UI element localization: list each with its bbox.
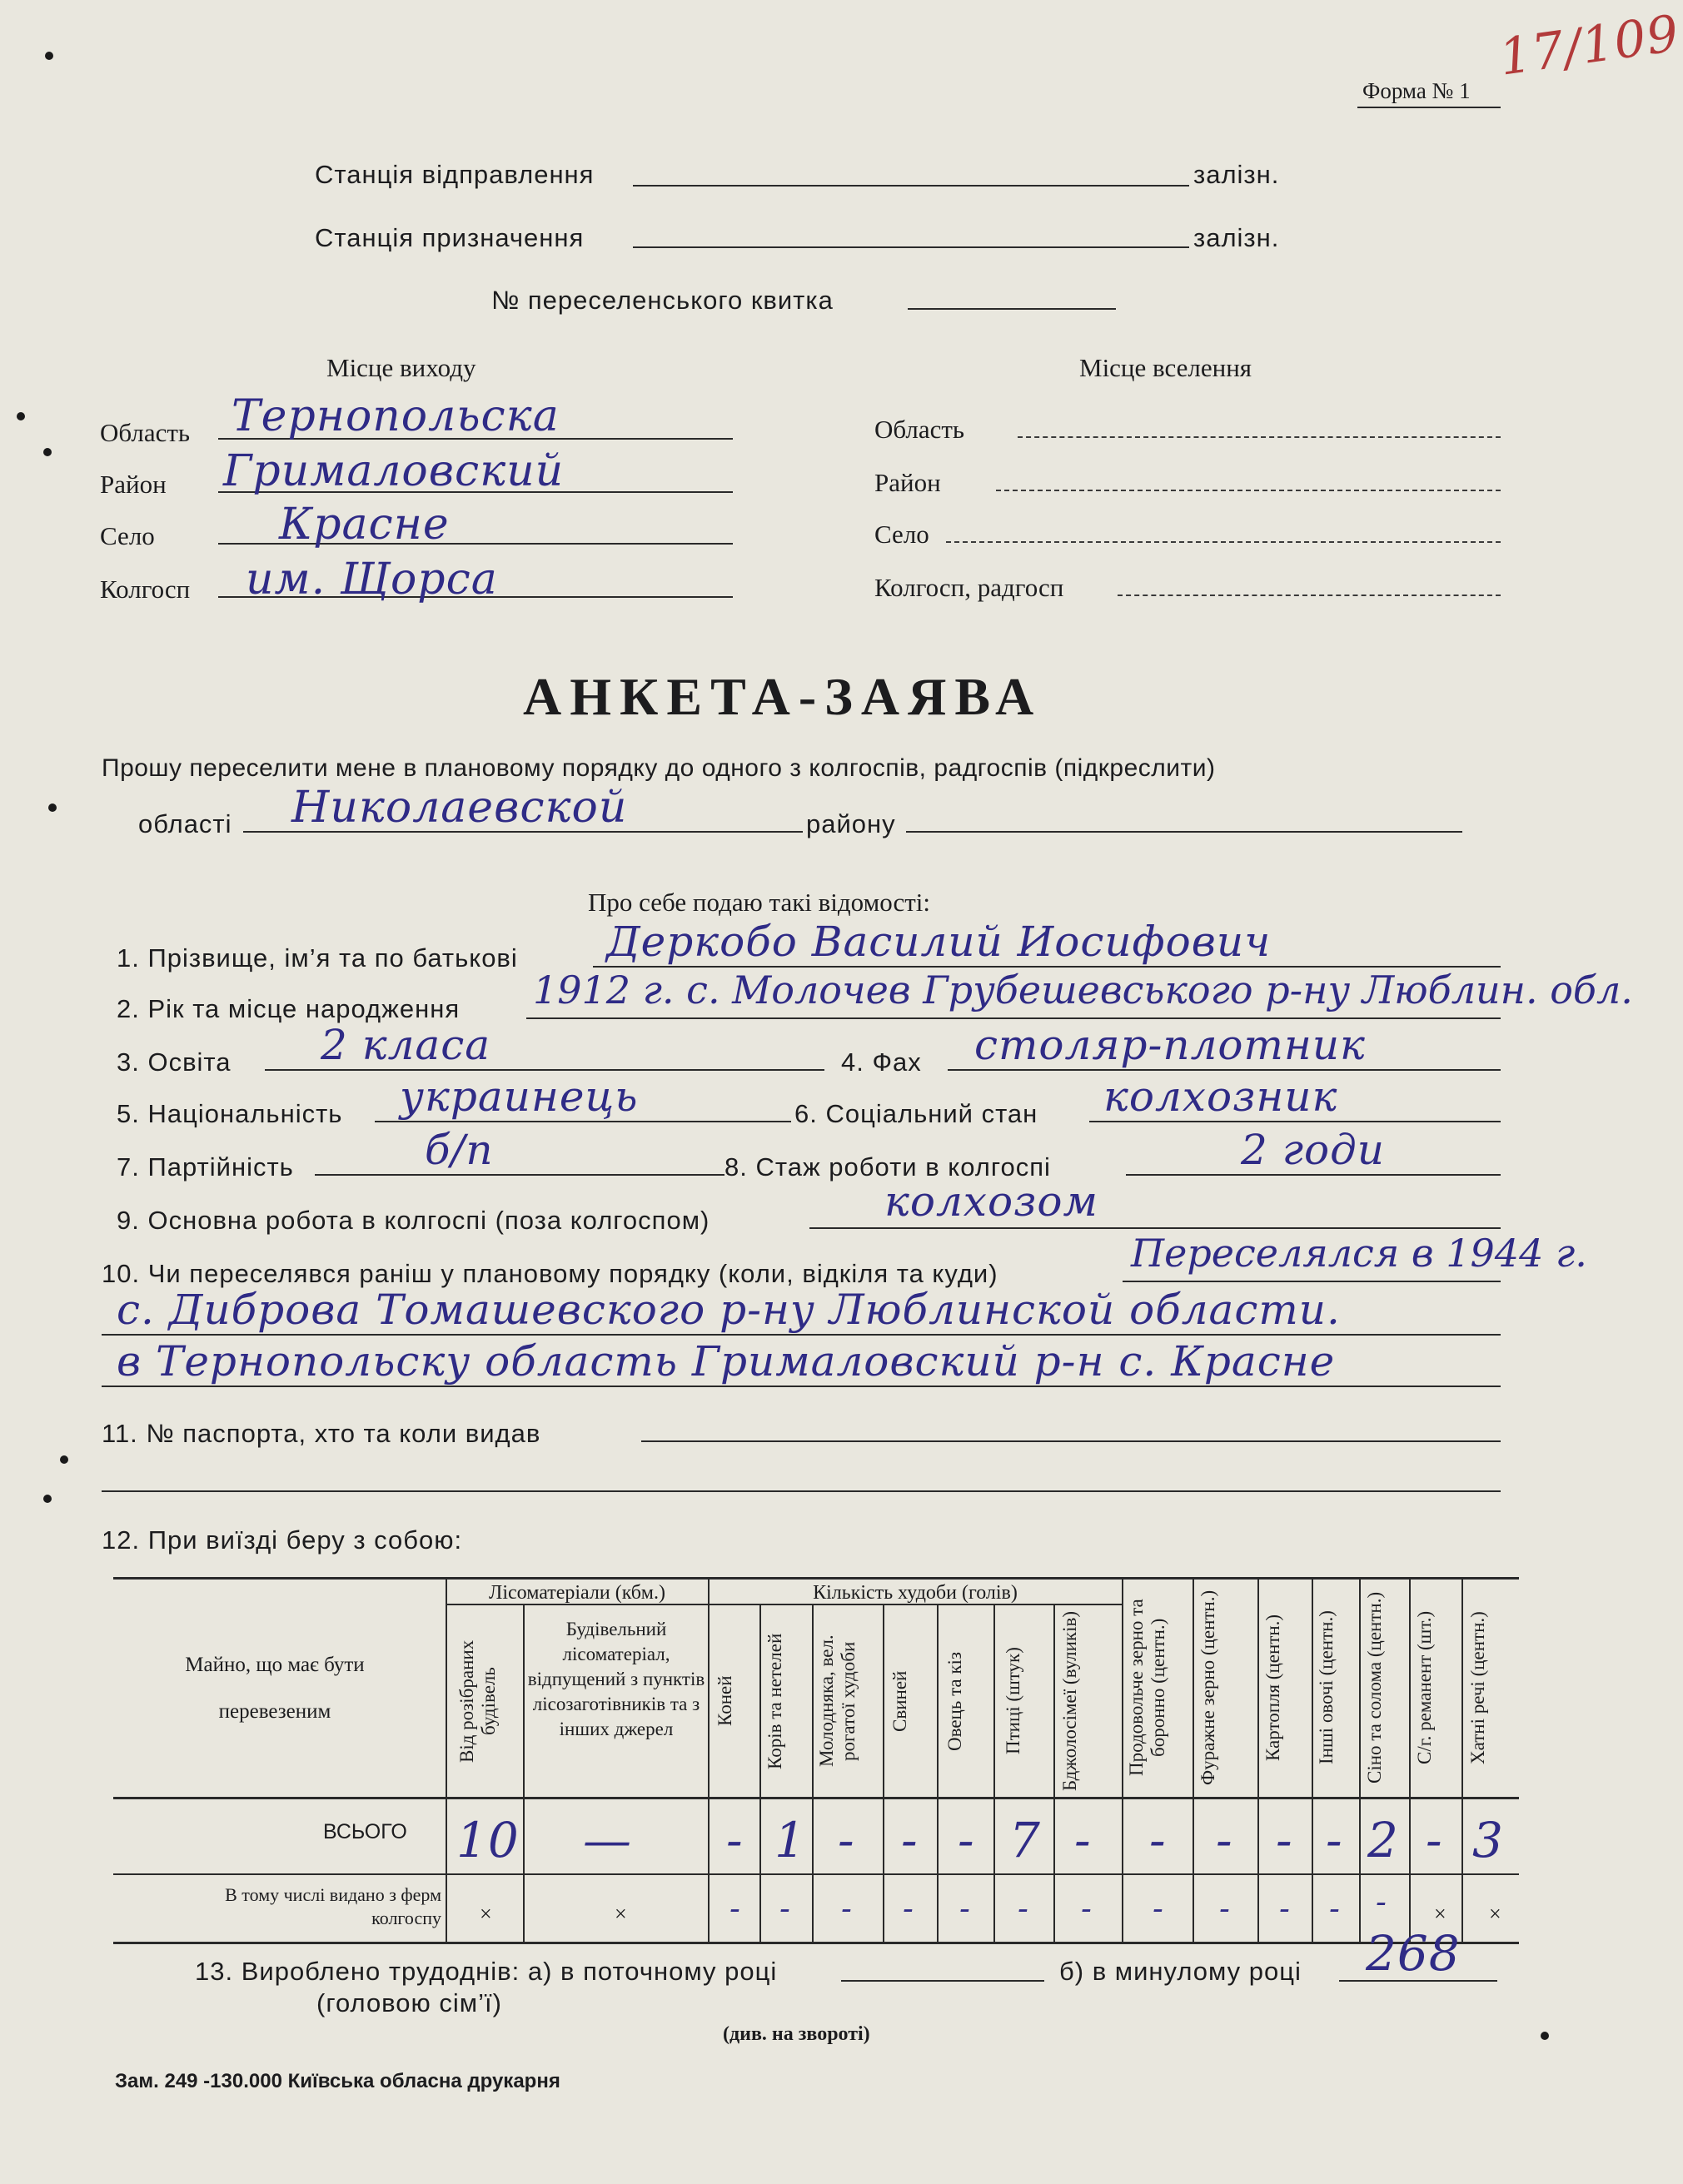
- farm-cell: -: [1018, 1890, 1029, 1927]
- col-cows: Корів та нетелей: [764, 1633, 785, 1769]
- field1-value: Деркобо Василий Иосифович: [606, 918, 1272, 966]
- origin-kolhosp-value: им. Щорса: [246, 555, 498, 604]
- field10-line2: [102, 1334, 1501, 1336]
- station-departure-label: Станція відправлення: [315, 160, 595, 189]
- punch-hole: [1541, 2032, 1549, 2040]
- table-col-line: [1122, 1577, 1123, 1943]
- punch-hole: [43, 1495, 52, 1503]
- destination-oblast-label: Область: [874, 415, 965, 444]
- field5-label: 5. Національність: [117, 1099, 343, 1128]
- col-young-cattle: Молодняка, вел. рогатої худоби: [816, 1634, 859, 1768]
- origin-raion-value: Грималовский: [223, 446, 565, 496]
- table-group-lumber: Лісоматеріали (кбм.): [489, 1582, 665, 1604]
- col-farm-tools: С/г. реманент (шт.): [1414, 1610, 1435, 1765]
- info-intro: Про себе подаю такі відомості:: [588, 888, 931, 917]
- field2-label: 2. Рік та місце народження: [117, 994, 461, 1023]
- form-number-underline: [1357, 107, 1501, 108]
- total-cell: -: [1276, 1812, 1293, 1868]
- field9-label: 9. Основна робота в колгоспі (поза колгоспом): [117, 1206, 710, 1235]
- table-top-border: [113, 1577, 1519, 1580]
- request-text: Прошу переселити мене в плановому порядку до одного з колгоспів, радгоспів (підкреслити): [102, 754, 1216, 782]
- field11-line1: [641, 1440, 1501, 1442]
- field5-value: украинець: [400, 1072, 639, 1121]
- table-col-line: [1193, 1577, 1194, 1943]
- row-farm-label: В тому числі видано з ферм колгоспу: [225, 1884, 441, 1928]
- field10-label: 10. Чи переселявся раніш у плановому порядку (коли, відкіля та куди): [102, 1259, 998, 1288]
- request-oblast-value: Николаевской: [291, 783, 628, 833]
- station-departure-line: [633, 185, 1189, 187]
- table-group-livestock: Кількість худоби (голів): [813, 1582, 1018, 1604]
- field11-label: 11. № паспорта, хто та коли видав: [102, 1419, 541, 1448]
- printer-imprint: Зам. 249 -130.000 Київська обласна друкарня: [115, 2070, 560, 2092]
- field13-label: 13. Вироблено трудоднів: а) в поточному році: [195, 1957, 778, 1986]
- destination-kolhosp-label: Колгосп, радгосп: [874, 573, 1064, 602]
- col-household-goods: Хатні речі (центн.): [1467, 1611, 1488, 1764]
- field13-prev-label: б) в минулому році: [1059, 1957, 1302, 1986]
- field6-line: [1089, 1121, 1501, 1122]
- field8-line: [1126, 1174, 1501, 1176]
- request-raion-label: району: [806, 809, 896, 838]
- field9-line: [809, 1227, 1501, 1229]
- field4-label: 4. Фах: [841, 1047, 922, 1077]
- field8-label: 8. Стаж роботи в колгоспі: [724, 1152, 1051, 1182]
- ticket-number-label: № переселенського квитка: [491, 286, 834, 315]
- total-cell: -: [958, 1812, 975, 1868]
- table-bottom-border: [113, 1942, 1519, 1944]
- farm-cell: -: [903, 1890, 914, 1927]
- origin-selo-value: Красне: [279, 500, 450, 550]
- total-cell: 2: [1367, 1812, 1399, 1868]
- table-col-line: [523, 1604, 525, 1943]
- field13-prev-value: 268: [1366, 1925, 1461, 1982]
- punch-hole: [17, 412, 25, 420]
- punch-hole: [45, 52, 53, 60]
- field8-value: 2 годи: [1241, 1126, 1385, 1174]
- origin-selo-label: Село: [100, 521, 155, 550]
- destination-raion-label: Район: [874, 468, 941, 497]
- field3-value: 2 класа: [321, 1021, 491, 1069]
- table-col-line: [759, 1604, 761, 1943]
- total-cell: -: [726, 1812, 744, 1868]
- col-fodder-grain: Фуражне зерно (центн.): [1198, 1589, 1218, 1786]
- farm-cell: ×: [1434, 1902, 1446, 1926]
- field3-label: 3. Освіта: [117, 1047, 232, 1077]
- col-beehives: Бджолосімеї (вуликів): [1059, 1611, 1080, 1791]
- farm-cell: -: [779, 1890, 791, 1927]
- field1-label: 1. Прізвище, ім’я та по батькові: [117, 943, 518, 973]
- field7-line: [315, 1174, 724, 1176]
- total-cell: —: [583, 1812, 632, 1868]
- field13-sublabel: (головою сім’ї): [316, 1988, 502, 2017]
- field10-line1: [1123, 1281, 1501, 1282]
- farm-cell: -: [1329, 1890, 1341, 1927]
- farm-cell: -: [1153, 1890, 1164, 1927]
- total-cell: -: [1216, 1812, 1233, 1868]
- total-cell: -: [1074, 1812, 1092, 1868]
- table-col-line: [708, 1577, 710, 1943]
- form-number: Форма № 1: [1362, 78, 1471, 103]
- origin-raion-label: Район: [100, 470, 167, 499]
- see-reverse-note: (див. на звороті): [723, 2023, 870, 2045]
- field7-label: 7. Партійність: [117, 1152, 294, 1182]
- request-oblast-label: області: [138, 809, 232, 838]
- farm-cell: ×: [615, 1902, 627, 1926]
- farm-cell: -: [729, 1890, 741, 1927]
- table-col-line: [812, 1604, 814, 1943]
- field10-value2: с. Диброва Томашевского р-ну Люблинской области.: [117, 1286, 1341, 1334]
- table-corner-label: Майно, що має бути перевезеним: [185, 1654, 365, 1723]
- table-header-bottom: [113, 1797, 1519, 1799]
- table-col-line: [937, 1604, 939, 1943]
- field13-current-line: [841, 1980, 1044, 1982]
- col-lumber-issued: Будівельний лісоматеріал, відпущений з пунктів лісозаготівників та з інших джерел: [527, 1619, 705, 1739]
- col-sheep-goats: Овець та кіз: [944, 1651, 965, 1751]
- form-title: АНКЕТА-ЗАЯВА: [523, 667, 1043, 726]
- total-cell: 7: [1009, 1812, 1041, 1868]
- table-col-line: [1359, 1577, 1361, 1943]
- destination-selo-label: Село: [874, 520, 929, 549]
- field10-value3: в Тернопольску область Грималовский р-н с. Красне: [117, 1337, 1336, 1386]
- destination-selo-line: [946, 541, 1501, 543]
- punch-hole: [48, 803, 57, 812]
- table-col-line: [1461, 1577, 1463, 1943]
- station-destination-suffix: залізн.: [1193, 223, 1280, 252]
- punch-hole: [60, 1455, 68, 1464]
- origin-kolhosp-label: Колгосп: [100, 575, 191, 604]
- ticket-number-line: [908, 308, 1116, 310]
- table-col-line: [1409, 1577, 1411, 1943]
- destination-oblast-line: [1018, 436, 1501, 438]
- field10-value1: Переселялся в 1944 г.: [1131, 1231, 1587, 1276]
- field3-line: [265, 1069, 824, 1071]
- punch-hole: [43, 448, 52, 456]
- archive-note: 17/109: [1496, 4, 1683, 87]
- field2-value: 1912 г. с. Молочев Грубешевського р-ну Люблин. обл.: [533, 968, 1633, 1012]
- field4-line: [948, 1069, 1501, 1071]
- table-col-line: [1257, 1577, 1259, 1943]
- col-hay-straw: Сіно та солома (центн.): [1364, 1591, 1385, 1784]
- farm-cell: -: [959, 1890, 971, 1927]
- row-total-label: ВСЬОГО: [323, 1820, 407, 1843]
- table-col-line: [1312, 1577, 1313, 1943]
- col-potatoes: Картопля (центн.): [1262, 1614, 1283, 1762]
- total-cell: -: [838, 1812, 855, 1868]
- table-col-line: [883, 1604, 884, 1943]
- total-cell: 10: [456, 1812, 520, 1868]
- table-col-line: [446, 1577, 447, 1943]
- station-departure-suffix: залізн.: [1193, 160, 1280, 189]
- field6-value: колхозник: [1103, 1072, 1338, 1121]
- farm-cell: -: [1376, 1883, 1387, 1920]
- total-cell: -: [1149, 1812, 1167, 1868]
- total-cell: 1: [774, 1812, 806, 1868]
- farm-cell: -: [1219, 1890, 1231, 1927]
- farm-cell: -: [841, 1890, 853, 1927]
- farm-cell: ×: [480, 1902, 492, 1926]
- total-cell: 3: [1472, 1812, 1504, 1868]
- total-cell: -: [901, 1812, 919, 1868]
- station-destination-line: [633, 246, 1189, 248]
- col-horses: Коней: [715, 1675, 735, 1727]
- table-row-divider: [113, 1873, 1519, 1875]
- field10-line3: [102, 1386, 1501, 1387]
- col-poultry: Птиці (штук): [1003, 1647, 1023, 1755]
- table-col-line: [993, 1604, 995, 1943]
- farm-cell: ×: [1489, 1902, 1501, 1926]
- col-food-grain: Продовольче зерно та боронно (центн.): [1126, 1599, 1168, 1777]
- farm-cell: -: [1081, 1890, 1093, 1927]
- field11-line2: [102, 1490, 1501, 1492]
- destination-raion-line: [996, 490, 1501, 491]
- field7-value: б/п: [425, 1126, 494, 1174]
- origin-oblast-value: Тернопольска: [232, 391, 560, 441]
- col-lumber-dismantled: Від розібраних будівель: [456, 1639, 499, 1763]
- station-destination-label: Станція призначення: [315, 223, 585, 252]
- destination-kolhosp-line: [1118, 595, 1501, 596]
- field5-line: [375, 1121, 791, 1122]
- field2-line: [526, 1017, 1501, 1019]
- origin-oblast-label: Область: [100, 418, 191, 447]
- origin-heading: Місце виходу: [326, 353, 476, 382]
- field4-value: столяр-плотник: [974, 1021, 1366, 1069]
- field6-label: 6. Соціальний стан: [794, 1099, 1038, 1128]
- destination-heading: Місце вселення: [1079, 353, 1252, 382]
- field9-value: колхозом: [884, 1177, 1098, 1226]
- col-pigs: Свиней: [889, 1670, 910, 1732]
- farm-cell: -: [1279, 1890, 1291, 1927]
- table-col-line: [1053, 1604, 1055, 1943]
- total-cell: -: [1426, 1812, 1443, 1868]
- col-other-vegetables: Інші овочі (центн.): [1316, 1610, 1337, 1765]
- request-raion-line: [906, 831, 1462, 833]
- total-cell: -: [1326, 1812, 1343, 1868]
- field12-label: 12. При виїзді беру з собою:: [102, 1525, 463, 1555]
